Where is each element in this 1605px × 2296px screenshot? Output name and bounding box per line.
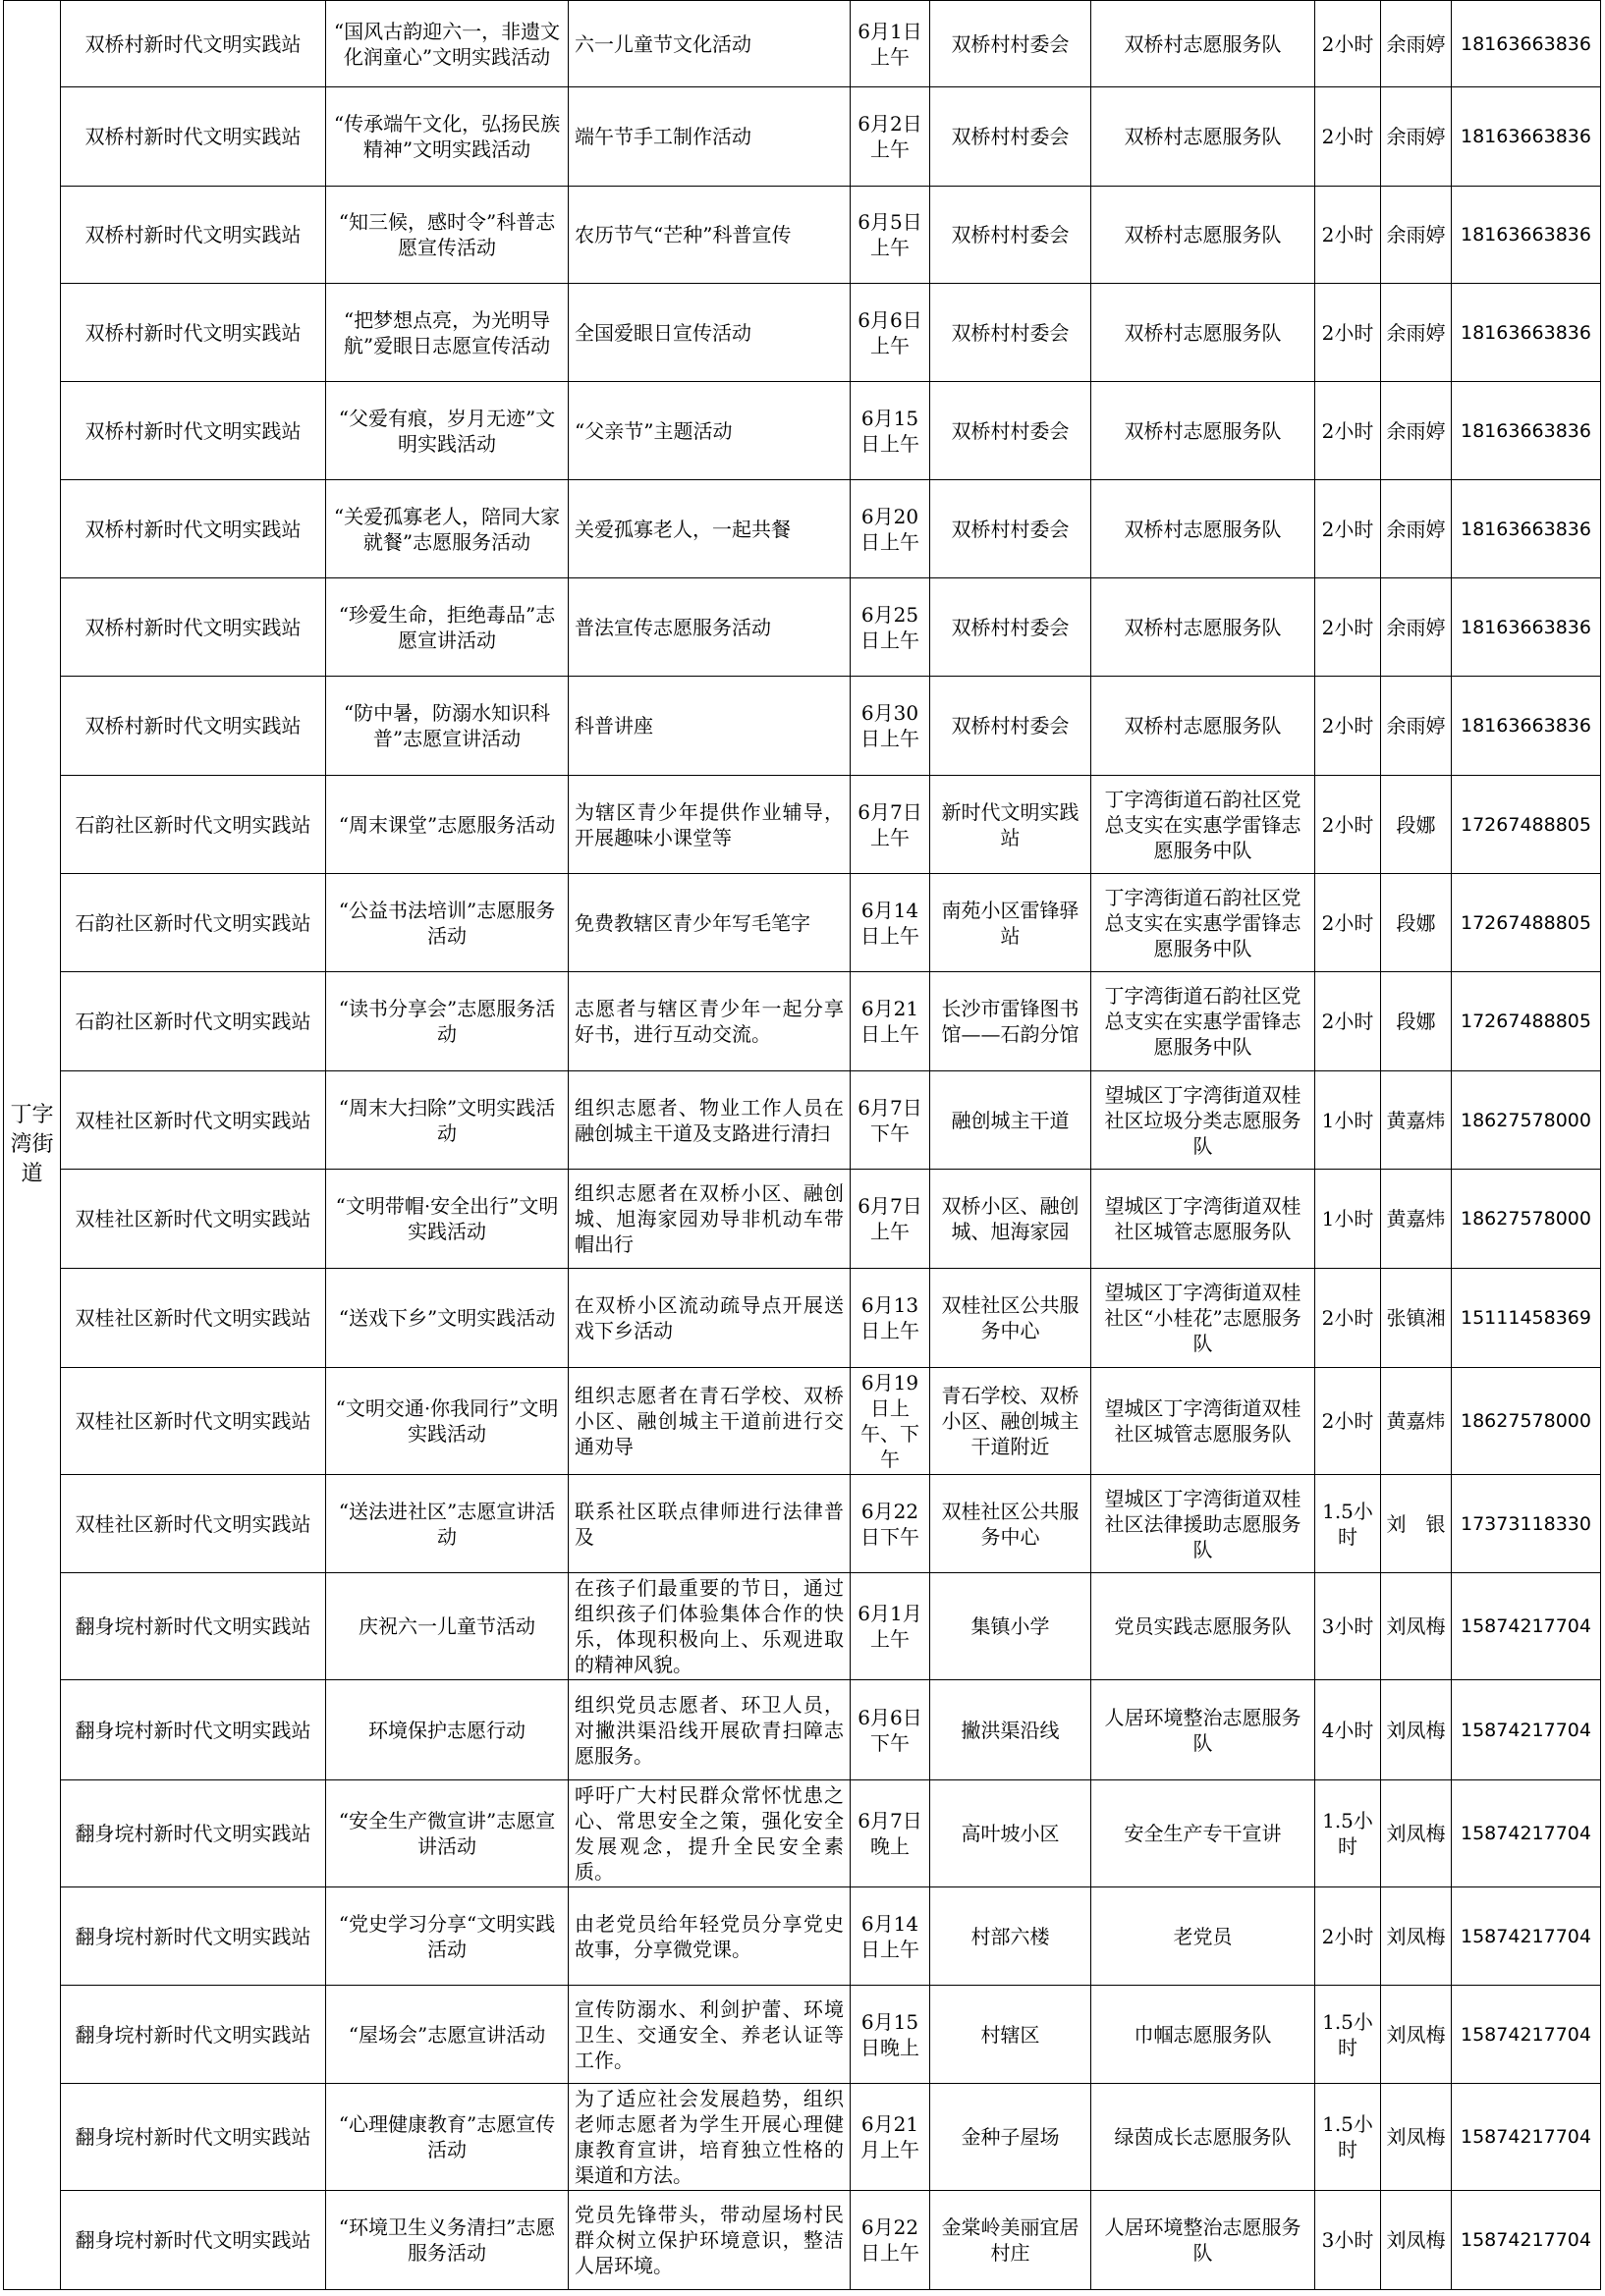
phone-cell: 17267488805: [1452, 874, 1601, 972]
contact-cell: 黄嘉炜: [1381, 1170, 1452, 1269]
location-cell: 新时代文明实践站: [930, 776, 1091, 874]
team-cell: 望城区丁字湾街道双桂社区垃圾分类志愿服务队: [1091, 1071, 1315, 1170]
time-cell: 6月21月上午: [851, 2084, 930, 2191]
activity-content-cell: 普法宣传志愿服务活动: [569, 578, 851, 677]
activity-content-cell: “父亲节”主题活动: [569, 382, 851, 480]
duration-cell: 3小时: [1315, 1573, 1381, 1680]
activity-name-cell: “心理健康教育”志愿宣传活动: [326, 2084, 569, 2191]
station-cell: 双桂社区新时代文明实践站: [61, 1170, 326, 1269]
contact-cell: 刘凤梅: [1381, 1887, 1452, 1986]
phone-cell: 18163663836: [1452, 677, 1601, 776]
duration-cell: 1.5小时: [1315, 1986, 1381, 2084]
activity-name-cell: “传承端午文化，弘扬民族精神”文明实践活动: [326, 87, 569, 187]
activity-name-cell: “党史学习分享“文明实践活动: [326, 1887, 569, 1986]
team-cell: 丁字湾街道石韵社区党总支实在实惠学雷锋志愿服务中队: [1091, 874, 1315, 972]
table-row: [4, 1573, 1601, 1680]
team-cell: 人居环境整治志愿服务队: [1091, 2191, 1315, 2290]
phone-cell: 18627578000: [1452, 1071, 1601, 1170]
table-row: [4, 284, 1601, 382]
table-row: [4, 87, 1601, 187]
phone-cell: 15874217704: [1452, 1573, 1601, 1680]
activity-content-cell: 组织志愿者、物业工作人员在融创城主干道及支路进行清扫: [569, 1071, 851, 1170]
activity-name-cell: “父爱有痕，岁月无迹”文明实践活动: [326, 382, 569, 480]
location-cell: 双桥村村委会: [930, 87, 1091, 187]
activity-name-cell: “送戏下乡”文明实践活动: [326, 1269, 569, 1368]
contact-cell: 张镇湘: [1381, 1269, 1452, 1368]
contact-cell: 余雨婷: [1381, 677, 1452, 776]
time-cell: 6月15日上午: [851, 382, 930, 480]
contact-cell: 刘 银: [1381, 1475, 1452, 1573]
station-cell: 翻身垸村新时代文明实践站: [61, 1573, 326, 1680]
team-cell: 人居环境整治志愿服务队: [1091, 1680, 1315, 1780]
activity-content-cell: 党员先锋带头，带动屋场村民群众树立保护环境意识，整洁人居环境。: [569, 2191, 851, 2290]
team-cell: 党员实践志愿服务队: [1091, 1573, 1315, 1680]
table-row: [4, 1368, 1601, 1475]
activity-name-cell: “把梦想点亮，为光明导航”爱眼日志愿宣传活动: [326, 284, 569, 382]
location-cell: 双桥小区、融创城、旭海家园: [930, 1170, 1091, 1269]
time-cell: 6月1月上午: [851, 1573, 930, 1680]
time-cell: 6月1日上午: [851, 1, 930, 87]
station-cell: 双桂社区新时代文明实践站: [61, 1071, 326, 1170]
activity-content-cell: 为了适应社会发展趋势，组织老师志愿者为学生开展心理健康教育宣讲，培育独立性格的渠道和方法。: [569, 2084, 851, 2191]
contact-cell: 刘凤梅: [1381, 1986, 1452, 2084]
time-cell: 6月22日下午: [851, 1475, 930, 1573]
time-cell: 6月14日上午: [851, 1887, 930, 1986]
phone-cell: 18163663836: [1452, 187, 1601, 284]
team-cell: 望城区丁字湾街道双桂社区城管志愿服务队: [1091, 1170, 1315, 1269]
table-row: [4, 2084, 1601, 2191]
table-row: [4, 1986, 1601, 2084]
time-cell: 6月7日上午: [851, 776, 930, 874]
time-cell: 6月7日上午: [851, 1170, 930, 1269]
station-cell: 石韵社区新时代文明实践站: [61, 972, 326, 1071]
time-cell: 6月22日上午: [851, 2191, 930, 2290]
station-cell: 双桥村新时代文明实践站: [61, 677, 326, 776]
time-cell: 6月20日上午: [851, 480, 930, 578]
activity-name-cell: “防中暑，防溺水知识科普”志愿宣讲活动: [326, 677, 569, 776]
duration-cell: 4小时: [1315, 1680, 1381, 1780]
activity-name-cell: 庆祝六一儿童节活动: [326, 1573, 569, 1680]
location-cell: 双桥村村委会: [930, 187, 1091, 284]
duration-cell: 1.5小时: [1315, 1780, 1381, 1887]
activity-content-cell: 在孩子们最重要的节日，通过组织孩子们体验集体合作的快乐，体现积极向上、乐观进取的精神风貌。: [569, 1573, 851, 1680]
duration-cell: 1.5小时: [1315, 1475, 1381, 1573]
location-cell: 双桥村村委会: [930, 677, 1091, 776]
location-cell: 双桂社区公共服务中心: [930, 1475, 1091, 1573]
activity-name-cell: “国风古韵迎六一，非遗文化润童心”文明实践活动: [326, 1, 569, 87]
table-row: [4, 1170, 1601, 1269]
location-cell: 双桥村村委会: [930, 382, 1091, 480]
station-cell: 双桂社区新时代文明实践站: [61, 1368, 326, 1475]
table-row: [4, 776, 1601, 874]
location-cell: 南苑小区雷锋驿站: [930, 874, 1091, 972]
station-cell: 翻身垸村新时代文明实践站: [61, 2191, 326, 2290]
location-cell: 青石学校、双桥小区、融创城主干道附近: [930, 1368, 1091, 1475]
activity-name-cell: “知三候，感时令”科普志愿宣传活动: [326, 187, 569, 284]
table-row: [4, 1475, 1601, 1573]
team-cell: 双桥村志愿服务队: [1091, 677, 1315, 776]
team-cell: 老党员: [1091, 1887, 1315, 1986]
time-cell: 6月6日下午: [851, 1680, 930, 1780]
table-row: [4, 578, 1601, 677]
location-cell: 长沙市雷锋图书馆——石韵分馆: [930, 972, 1091, 1071]
team-cell: 巾帼志愿服务队: [1091, 1986, 1315, 2084]
phone-cell: 15874217704: [1452, 2191, 1601, 2290]
time-cell: 6月5日上午: [851, 187, 930, 284]
station-cell: 双桥村新时代文明实践站: [61, 187, 326, 284]
phone-cell: 15874217704: [1452, 2084, 1601, 2191]
contact-cell: 余雨婷: [1381, 480, 1452, 578]
phone-cell: 18627578000: [1452, 1368, 1601, 1475]
activity-content-cell: 为辖区青少年提供作业辅导，开展趣味小课堂等: [569, 776, 851, 874]
activity-content-cell: 六一儿童节文化活动: [569, 1, 851, 87]
phone-cell: 18163663836: [1452, 284, 1601, 382]
duration-cell: 2小时: [1315, 187, 1381, 284]
activity-name-cell: “屋场会”志愿宣讲活动: [326, 1986, 569, 2084]
location-cell: 双桥村村委会: [930, 578, 1091, 677]
duration-cell: 2小时: [1315, 1269, 1381, 1368]
activity-name-cell: “文明交通·你我同行”文明实践活动: [326, 1368, 569, 1475]
contact-cell: 刘凤梅: [1381, 2191, 1452, 2290]
contact-cell: 段娜: [1381, 776, 1452, 874]
station-cell: 翻身垸村新时代文明实践站: [61, 1680, 326, 1780]
time-cell: 6月2日上午: [851, 87, 930, 187]
contact-cell: 余雨婷: [1381, 187, 1452, 284]
location-cell: 融创城主干道: [930, 1071, 1091, 1170]
duration-cell: 2小时: [1315, 1887, 1381, 1986]
team-cell: 望城区丁字湾街道双桂社区“小桂花”志愿服务队: [1091, 1269, 1315, 1368]
duration-cell: 2小时: [1315, 972, 1381, 1071]
time-cell: 6月6日上午: [851, 284, 930, 382]
station-cell: 翻身垸村新时代文明实践站: [61, 1780, 326, 1887]
location-cell: 高叶坡小区: [930, 1780, 1091, 1887]
activity-content-cell: 宣传防溺水、利剑护蕾、环境卫生、交通安全、养老认证等工作。: [569, 1986, 851, 2084]
contact-cell: 刘凤梅: [1381, 1780, 1452, 1887]
contact-cell: 段娜: [1381, 874, 1452, 972]
table-row: [4, 677, 1601, 776]
phone-cell: 18163663836: [1452, 480, 1601, 578]
time-cell: 6月14日上午: [851, 874, 930, 972]
duration-cell: 2小时: [1315, 874, 1381, 972]
team-cell: 丁字湾街道石韵社区党总支实在实惠学雷锋志愿服务中队: [1091, 972, 1315, 1071]
duration-cell: 1小时: [1315, 1071, 1381, 1170]
time-cell: 6月30日上午: [851, 677, 930, 776]
activity-name-cell: “读书分享会”志愿服务活动: [326, 972, 569, 1071]
duration-cell: 1小时: [1315, 1170, 1381, 1269]
phone-cell: 18163663836: [1452, 1, 1601, 87]
activity-content-cell: 联系社区联点律师进行法律普及: [569, 1475, 851, 1573]
activity-name-cell: 环境保护志愿行动: [326, 1680, 569, 1780]
team-cell: 双桥村志愿服务队: [1091, 187, 1315, 284]
activity-content-cell: 科普讲座: [569, 677, 851, 776]
activity-content-cell: 组织党员志愿者、环卫人员，对撇洪渠沿线开展砍青扫障志愿服务。: [569, 1680, 851, 1780]
duration-cell: 2小时: [1315, 677, 1381, 776]
table-row: [4, 874, 1601, 972]
station-cell: 双桥村新时代文明实践站: [61, 1, 326, 87]
station-cell: 石韵社区新时代文明实践站: [61, 874, 326, 972]
contact-cell: 余雨婷: [1381, 578, 1452, 677]
team-cell: 双桥村志愿服务队: [1091, 87, 1315, 187]
activity-content-cell: 志愿者与辖区青少年一起分享好书，进行互动交流。: [569, 972, 851, 1071]
table-row: [4, 1269, 1601, 1368]
activity-name-cell: “送法进社区”志愿宣讲活动: [326, 1475, 569, 1573]
station-cell: 双桥村新时代文明实践站: [61, 480, 326, 578]
contact-cell: 黄嘉炜: [1381, 1368, 1452, 1475]
team-cell: 双桥村志愿服务队: [1091, 382, 1315, 480]
activity-content-cell: 呼吁广大村民群众常怀忧患之心、常思安全之策，强化安全发展观念，提升全民安全素质。: [569, 1780, 851, 1887]
table-row: [4, 187, 1601, 284]
duration-cell: 2小时: [1315, 776, 1381, 874]
phone-cell: 15874217704: [1452, 1986, 1601, 2084]
station-cell: 双桂社区新时代文明实践站: [61, 1269, 326, 1368]
team-cell: 双桥村志愿服务队: [1091, 578, 1315, 677]
activity-content-cell: 在双桥小区流动疏导点开展送戏下乡活动: [569, 1269, 851, 1368]
phone-cell: 15111458369: [1452, 1269, 1601, 1368]
activity-content-cell: 全国爱眼日宣传活动: [569, 284, 851, 382]
team-cell: 安全生产专干宣讲: [1091, 1780, 1315, 1887]
phone-cell: 17373118330: [1452, 1475, 1601, 1573]
table-row: [4, 480, 1601, 578]
activity-name-cell: “安全生产微宣讲”志愿宣讲活动: [326, 1780, 569, 1887]
station-cell: 双桥村新时代文明实践站: [61, 578, 326, 677]
table-row: [4, 972, 1601, 1071]
time-cell: 6月19日上午、下午: [851, 1368, 930, 1475]
contact-cell: 刘凤梅: [1381, 1573, 1452, 1680]
activity-name-cell: “环境卫生义务清扫”志愿服务活动: [326, 2191, 569, 2290]
phone-cell: 15874217704: [1452, 1887, 1601, 1986]
station-cell: 双桥村新时代文明实践站: [61, 284, 326, 382]
table-row: [4, 1887, 1601, 1986]
duration-cell: 2小时: [1315, 1, 1381, 87]
phone-cell: 17267488805: [1452, 972, 1601, 1071]
location-cell: 双桥村村委会: [930, 1, 1091, 87]
phone-cell: 18163663836: [1452, 578, 1601, 677]
station-cell: 双桂社区新时代文明实践站: [61, 1475, 326, 1573]
table-row: [4, 1680, 1601, 1780]
phone-cell: 17267488805: [1452, 776, 1601, 874]
contact-cell: 段娜: [1381, 972, 1452, 1071]
contact-cell: 余雨婷: [1381, 284, 1452, 382]
activity-name-cell: “文明带帽·安全出行”文明实践活动: [326, 1170, 569, 1269]
contact-cell: 余雨婷: [1381, 382, 1452, 480]
activity-content-cell: 组织志愿者在青石学校、双桥小区、融创城主干道前进行交通劝导: [569, 1368, 851, 1475]
location-cell: 撇洪渠沿线: [930, 1680, 1091, 1780]
activity-name-cell: “关爱孤寡老人，陪同大家就餐”志愿服务活动: [326, 480, 569, 578]
time-cell: 6月25日上午: [851, 578, 930, 677]
location-cell: 双桂社区公共服务中心: [930, 1269, 1091, 1368]
activity-name-cell: “公益书法培训”志愿服务活动: [326, 874, 569, 972]
duration-cell: 3小时: [1315, 2191, 1381, 2290]
time-cell: 6月13日上午: [851, 1269, 930, 1368]
time-cell: 6月7日下午: [851, 1071, 930, 1170]
contact-cell: 黄嘉炜: [1381, 1071, 1452, 1170]
team-cell: 丁字湾街道石韵社区党总支实在实惠学雷锋志愿服务中队: [1091, 776, 1315, 874]
phone-cell: 15874217704: [1452, 1780, 1601, 1887]
contact-cell: 刘凤梅: [1381, 2084, 1452, 2191]
team-cell: 双桥村志愿服务队: [1091, 480, 1315, 578]
duration-cell: 2小时: [1315, 480, 1381, 578]
activity-content-cell: 组织志愿者在双桥小区、融创城、旭海家园劝导非机动车带帽出行: [569, 1170, 851, 1269]
time-cell: 6月7日晚上: [851, 1780, 930, 1887]
location-cell: 村部六楼: [930, 1887, 1091, 1986]
phone-cell: 15874217704: [1452, 1680, 1601, 1780]
duration-cell: 2小时: [1315, 87, 1381, 187]
station-cell: 翻身垸村新时代文明实践站: [61, 1986, 326, 2084]
duration-cell: 2小时: [1315, 382, 1381, 480]
team-cell: 望城区丁字湾街道双桂社区法律援助志愿服务队: [1091, 1475, 1315, 1573]
activity-content-cell: 关爱孤寡老人，一起共餐: [569, 480, 851, 578]
location-cell: 金种子屋场: [930, 2084, 1091, 2191]
location-cell: 双桥村村委会: [930, 480, 1091, 578]
table-row: [4, 382, 1601, 480]
table-row: [4, 1071, 1601, 1170]
station-cell: 双桥村新时代文明实践站: [61, 87, 326, 187]
contact-cell: 刘凤梅: [1381, 1680, 1452, 1780]
location-cell: 金棠岭美丽宜居村庄: [930, 2191, 1091, 2290]
time-cell: 6月15日晚上: [851, 1986, 930, 2084]
street-cell: 丁字湾街道: [4, 1, 61, 2290]
contact-cell: 余雨婷: [1381, 87, 1452, 187]
table-row: [4, 1, 1601, 87]
contact-cell: 余雨婷: [1381, 1, 1452, 87]
activity-name-cell: “周末大扫除”文明实践活动: [326, 1071, 569, 1170]
team-cell: 双桥村志愿服务队: [1091, 1, 1315, 87]
location-cell: 双桥村村委会: [930, 284, 1091, 382]
phone-cell: 18163663836: [1452, 87, 1601, 187]
duration-cell: 2小时: [1315, 578, 1381, 677]
activity-content-cell: 农历节气“芒种”科普宣传: [569, 187, 851, 284]
phone-cell: 18163663836: [1452, 382, 1601, 480]
time-cell: 6月21日上午: [851, 972, 930, 1071]
activity-content-cell: 端午节手工制作活动: [569, 87, 851, 187]
table-row: [4, 1780, 1601, 1887]
activity-name-cell: “周末课堂”志愿服务活动: [326, 776, 569, 874]
station-cell: 翻身垸村新时代文明实践站: [61, 2084, 326, 2191]
table-body: [4, 1, 1601, 2290]
activity-content-cell: 由老党员给年轻党员分享党史故事，分享微党课。: [569, 1887, 851, 1986]
duration-cell: 1.5小时: [1315, 2084, 1381, 2191]
station-cell: 翻身垸村新时代文明实践站: [61, 1887, 326, 1986]
location-cell: 村辖区: [930, 1986, 1091, 2084]
activity-name-cell: “珍爱生命，拒绝毒品”志愿宣讲活动: [326, 578, 569, 677]
duration-cell: 2小时: [1315, 284, 1381, 382]
activity-content-cell: 免费教辖区青少年写毛笔字: [569, 874, 851, 972]
team-cell: 双桥村志愿服务队: [1091, 284, 1315, 382]
station-cell: 双桥村新时代文明实践站: [61, 382, 326, 480]
location-cell: 集镇小学: [930, 1573, 1091, 1680]
station-cell: 石韵社区新时代文明实践站: [61, 776, 326, 874]
team-cell: 望城区丁字湾街道双桂社区城管志愿服务队: [1091, 1368, 1315, 1475]
table-row: [4, 2191, 1601, 2290]
team-cell: 绿茵成长志愿服务队: [1091, 2084, 1315, 2191]
phone-cell: 18627578000: [1452, 1170, 1601, 1269]
activity-schedule-table: [3, 0, 1601, 2290]
duration-cell: 2小时: [1315, 1368, 1381, 1475]
